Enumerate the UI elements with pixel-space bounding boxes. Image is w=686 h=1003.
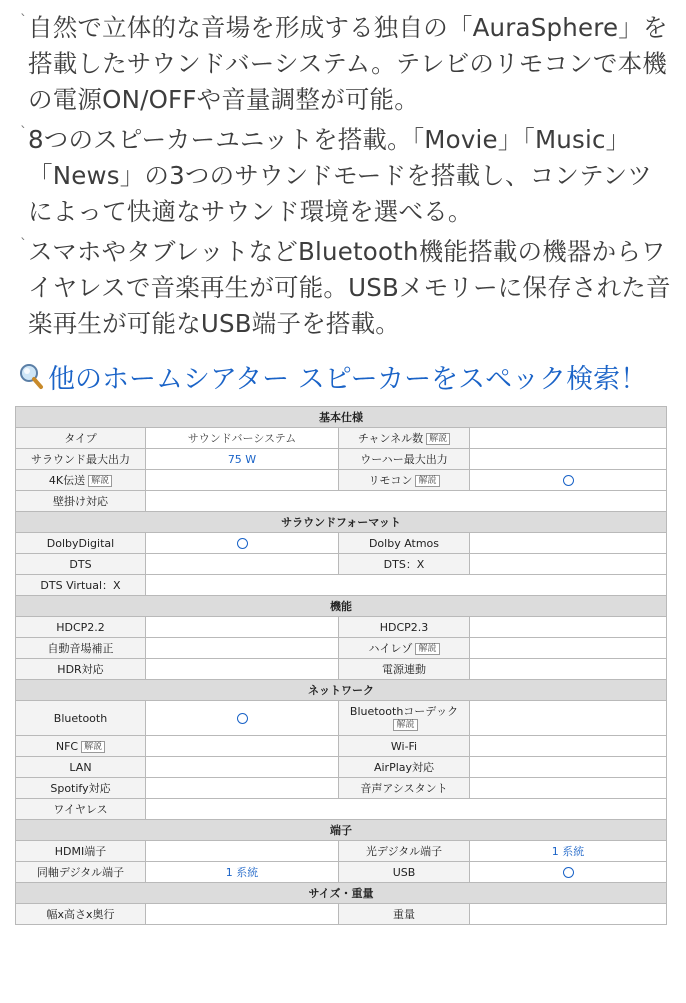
spec-value [470,449,667,470]
kaisetsu-button[interactable]: 解説 [81,741,105,753]
feature-text: 8つのスピーカーユニットを搭載。「Movie」「Music」「News」の3つのサウンドモードを搭載し、コンテンツによって快適なサウンド環境を選べる。 [28,125,652,226]
section-header: ネットワーク [16,680,667,701]
feature-item [20,122,672,230]
spec-label: DTS：X [339,554,470,575]
spec-label: 光デジタル端子 [339,841,470,862]
kaisetsu-button[interactable]: 解説 [88,475,112,487]
spec-value [470,659,667,680]
spec-value: サウンドバーシステム [146,428,339,449]
feature-item [20,10,672,118]
spec-label: Bluetoothコーデック 解説 [339,701,470,736]
spec-value [146,701,339,736]
spec-value [470,736,667,757]
spec-value [146,554,339,575]
spec-value: 1 系統 [146,862,339,883]
spec-value [470,638,667,659]
spec-label: Bluetooth [16,701,146,736]
spec-label: HDCP2.2 [16,617,146,638]
spec-value [146,470,339,491]
section-header: サラウンドフォーマット [16,512,667,533]
bullet-mark: ˋ [20,13,28,29]
feature-text: スマホやタブレットなどBluetooth機能搭載の機器からワイヤレスで音楽再生が可能。USBメモリーに保存された音楽再生が可能なUSB端子を搭載。 [28,237,671,338]
spec-value [146,659,339,680]
spec-value [146,533,339,554]
spec-value [146,575,667,596]
spec-search-link[interactable] [18,356,686,396]
spec-label: リモコン 解説 [339,470,470,491]
spec-label: 幅x高さx奥行 [16,904,146,925]
section-header: 機能 [16,596,667,617]
spec-search-link-text[interactable]: 他のホームシアター スピーカーをスペック検索！ [48,363,648,395]
feature-text: 自然で立体的な音場を形成する独自の「AuraSphere」を搭載したサウンドバーシステム。テレビのリモコンで本機の電源ON/OFFや音量調整が可能。 [28,13,668,114]
spec-label: 音声アシスタント [339,778,470,799]
kaisetsu-button[interactable]: 解説 [426,433,450,445]
spec-value [146,736,339,757]
spec-label: HDMI端子 [16,841,146,862]
spec-value [470,617,667,638]
spec-value [146,617,339,638]
supported-circle-icon [237,713,248,724]
spec-value [470,533,667,554]
spec-value [146,904,339,925]
spec-value [470,778,667,799]
spec-value [470,470,667,491]
bullet-mark: ˋ [20,125,28,141]
spec-value [146,757,339,778]
spec-label: サラウンド最大出力 [16,449,146,470]
section-header: 端子 [16,820,667,841]
section-header: 基本仕様 [16,407,667,428]
spec-label: 壁掛け対応 [16,491,146,512]
spec-value [470,428,667,449]
spec-label: Dolby Atmos [339,533,470,554]
spec-label: タイプ [16,428,146,449]
spec-value [146,778,339,799]
spec-label: 自動音場補正 [16,638,146,659]
spec-label: DTS [16,554,146,575]
spec-label: ハイレゾ 解説 [339,638,470,659]
supported-circle-icon [563,475,574,486]
spec-value [470,554,667,575]
spec-label: ウーハー最大出力 [339,449,470,470]
spec-label: 4K伝送 解説 [16,470,146,491]
spec-value [146,638,339,659]
spec-label: DolbyDigital [16,533,146,554]
spec-label: 電源連動 [339,659,470,680]
spec-value [146,799,667,820]
spec-label: DTS Virtual：X [16,575,146,596]
supported-circle-icon [237,538,248,549]
kaisetsu-button[interactable]: 解説 [415,643,439,655]
spec-value [470,757,667,778]
kaisetsu-button[interactable]: 解説 [393,719,417,731]
spec-label: 同軸デジタル端子 [16,862,146,883]
spec-label: Wi-Fi [339,736,470,757]
spec-value [146,491,667,512]
feature-list [0,0,686,342]
spec-value: 1 系統 [470,841,667,862]
spec-label: HDCP2.3 [339,617,470,638]
magnifier-icon [18,361,44,391]
bullet-mark: ˋ [20,237,28,253]
spec-value [146,841,339,862]
spec-label: LAN [16,757,146,778]
spec-label: ワイヤレス [16,799,146,820]
section-header: サイズ・重量 [16,883,667,904]
spec-label: チャンネル数 解説 [339,428,470,449]
spec-label: USB [339,862,470,883]
spec-value [470,862,667,883]
spec-label: NFC 解説 [16,736,146,757]
spec-value [470,701,667,736]
spec-label: AirPlay対応 [339,757,470,778]
spec-label: Spotify対応 [16,778,146,799]
feature-item [20,234,672,342]
spec-label: HDR対応 [16,659,146,680]
supported-circle-icon [563,867,574,878]
kaisetsu-button[interactable]: 解説 [415,475,439,487]
spec-value: 75 W [146,449,339,470]
spec-table-wrapper [15,406,666,925]
spec-value [470,904,667,925]
spec-table [15,406,667,925]
spec-label: 重量 [339,904,470,925]
